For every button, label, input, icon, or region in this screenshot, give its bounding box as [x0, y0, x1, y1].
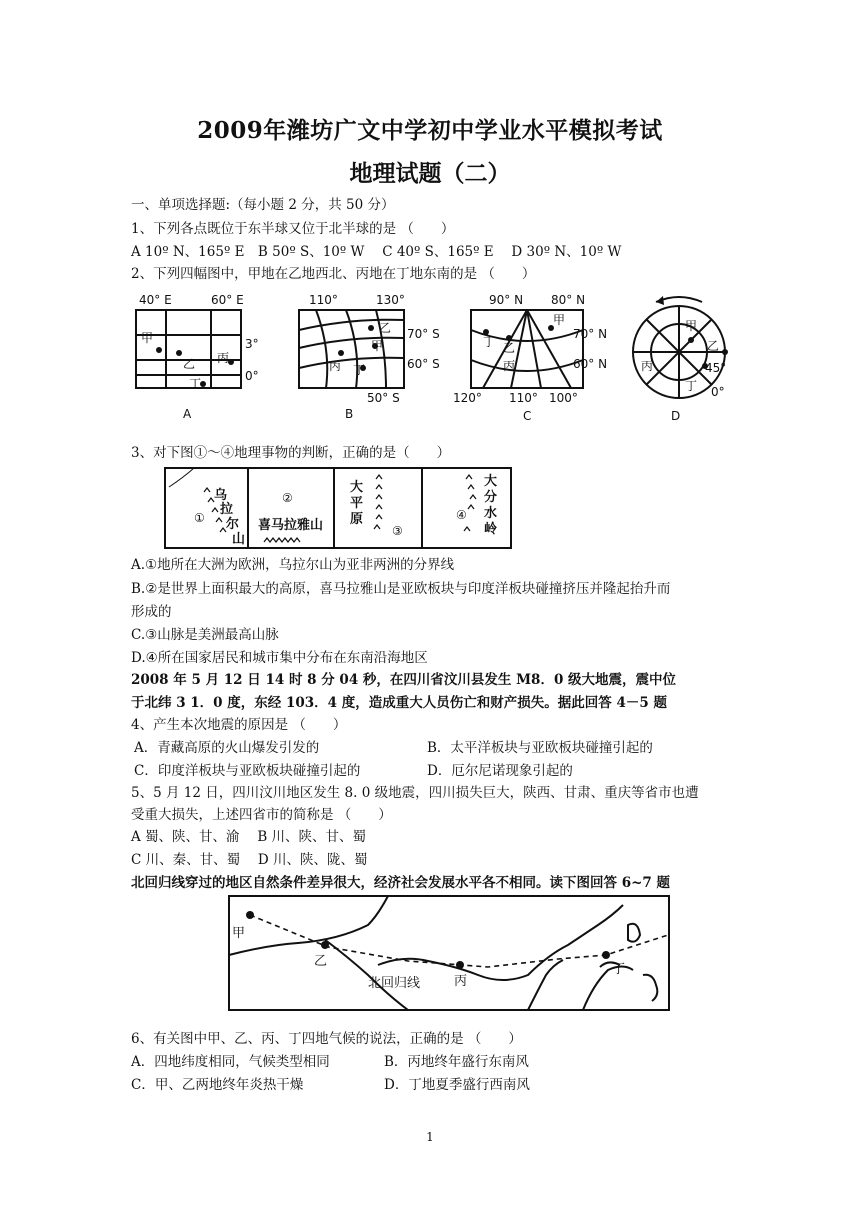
q6-option-d: D．丁地夏季盛行西南风	[384, 1077, 530, 1093]
fig-c-lat2: 60° N	[573, 357, 608, 371]
q3-figure	[164, 467, 514, 551]
fig-c-frame	[471, 310, 583, 388]
fig-d-ding: 丁	[685, 379, 698, 393]
fig-b-bing: 丙	[329, 359, 342, 373]
q6-option-a: A．四地纬度相同，气候类型相同	[131, 1054, 330, 1070]
q3-num3: ③	[392, 524, 403, 538]
fig-a-lon1: 40° E	[139, 293, 172, 307]
map-point-jia	[246, 911, 254, 919]
exam-subtitle: 地理试题（二）	[349, 160, 511, 187]
plain-3: 原	[350, 512, 364, 527]
page-number: 1	[426, 1130, 434, 1144]
point-dot	[368, 325, 374, 331]
point-dot	[688, 337, 694, 343]
q3-num1: ①	[194, 511, 205, 525]
fig-d-caption: D	[671, 409, 681, 423]
map-label-bing: 丙	[454, 974, 468, 989]
q4-option-b: B．太平洋板块与亚欧板块碰撞引起的	[427, 740, 653, 756]
map-point-ding	[602, 951, 610, 959]
point-dot	[338, 350, 344, 356]
map-label-jia: 甲	[232, 926, 246, 941]
fig-a-bing: 丙	[217, 351, 230, 365]
map-point-bing	[456, 961, 464, 969]
q3-option-a: A.①地所在大洲为欧洲，乌拉尔山为亚非两洲的分界线	[131, 557, 455, 573]
himalaya-label: 喜马拉雅山	[258, 518, 324, 533]
fig-a-lon2: 60° E	[211, 293, 244, 307]
fig-b-lon1: 110°	[309, 293, 338, 307]
q5-line2: 受重大损失，上述四省市的简称是 （ ）	[131, 807, 392, 823]
fig-d-45: 45°	[705, 361, 727, 375]
fig-c-caption: C	[523, 409, 532, 423]
q1-options: A 10º N、165º E B 50º S、10º W C 40º S、165º E D 30º N、10º W	[131, 244, 622, 260]
fig-b-lat1: 70° S	[407, 327, 440, 341]
q3-option-c: C.③山脉是美洲最高山脉	[131, 627, 279, 643]
fig-d-bing: 丙	[641, 359, 654, 373]
fig-c-bottom1: 120°	[453, 391, 482, 405]
exam-title: 2009年潍坊广文中学初中学业水平模拟考试	[197, 117, 663, 144]
q3-option-b-line1: B.②是世界上面积最大的高原，喜马拉雅山是亚欧板块与印度洋板块碰撞挤压并隆起抬升而	[131, 581, 671, 597]
plain-1: 大	[350, 480, 364, 495]
q3-num4: ④	[456, 508, 467, 522]
fig-c-bottom3: 100°	[549, 391, 578, 405]
q6-option-c: C．甲、乙两地终年炎热干燥	[131, 1077, 304, 1093]
fig-a-lat2: 0°	[245, 369, 259, 383]
fig-c-lat1: 70° N	[573, 327, 608, 341]
fig-b-ding: 丁	[353, 363, 366, 377]
ural-3: 尔	[226, 517, 240, 532]
divide-4: 岭	[484, 522, 498, 537]
tropic-map	[228, 895, 670, 1011]
point-dot	[722, 349, 728, 355]
section-heading: 一、单项选择题:（每小题 2 分，共 50 分）	[131, 197, 395, 213]
ural-4: 山	[232, 532, 246, 547]
passage1-line1: 2008 年 5 月 12 日 14 时 8 分 04 秒，在四川省汶川县发生 M8．0 级大地震，震中位	[131, 672, 677, 688]
fig-a-caption: A	[183, 407, 192, 421]
q2-stem: 2、下列四幅图中，甲地在乙地西北、丙地在丁地东南的是 （ ）	[131, 266, 536, 282]
fig-b-yi: 乙	[379, 321, 392, 335]
q3-num2: ②	[282, 491, 293, 505]
q6-stem: 6、有关图中甲、乙、丙、丁四地气候的说法，正确的是 （ ）	[131, 1031, 522, 1047]
ural-2: 拉	[220, 502, 234, 517]
passage2: 北回归线穿过的地区自然条件差异很大，经济社会发展水平各不相同。读下图回答 6~7 题	[131, 875, 670, 891]
q2-figures	[131, 290, 751, 430]
map-point-yi	[321, 941, 329, 949]
ural-1: 乌	[214, 488, 228, 503]
fig-b-caption: B	[345, 407, 354, 421]
map-label-ding: 丁	[612, 962, 626, 977]
tropic-line	[250, 915, 668, 967]
q6-option-b: B．丙地终年盛行东南风	[384, 1054, 529, 1070]
fig-a-lat1: 3°	[245, 337, 259, 351]
fig-a-yi: 乙	[183, 357, 196, 371]
point-dot	[176, 350, 182, 356]
divide-1: 大	[484, 474, 498, 489]
q4-option-d: D．厄尔尼诺现象引起的	[427, 763, 573, 779]
q5-options-row2: C 川、秦、甘、蜀 D 川、陕、陇、蜀	[131, 852, 368, 868]
fig-c-yi: 乙	[503, 341, 516, 355]
fig-c-bing: 丙	[503, 359, 516, 373]
fig-d-0: 0°	[711, 385, 725, 399]
q4-stem: 4、产生本次地震的原因是 （ ）	[131, 717, 347, 733]
q4-option-c: C．印度洋板块与亚欧板块碰撞引起的	[134, 763, 361, 779]
fig-b-lat2: 60° S	[407, 357, 440, 371]
q5-options-row1: A 蜀、陕、甘、渝 B 川、陕、甘、蜀	[131, 829, 367, 845]
fig-a-jia: 甲	[141, 331, 154, 345]
passage1-line2: 于北纬 3 1．0 度，东经 103．4 度，造成重大人员伤亡和财产损失。据此回答 4－5 题	[131, 695, 667, 711]
fig-d-jia: 甲	[685, 319, 698, 333]
fig-c-jia: 甲	[553, 313, 566, 327]
fig-c-bottom2: 110°	[509, 391, 538, 405]
fig-b-lat3: 50° S	[367, 391, 400, 405]
fig-c-lon2: 80° N	[551, 293, 586, 307]
map-label-yi: 乙	[314, 954, 328, 969]
q4-option-a: A．青藏高原的火山爆发引发的	[134, 740, 320, 756]
divide-3: 水	[484, 506, 498, 521]
fig-b-lon2: 130°	[376, 293, 405, 307]
divide-2: 分	[484, 490, 498, 505]
fig-c-ding: 丁	[483, 335, 496, 349]
coastlines	[229, 896, 657, 1010]
fig-a-ding: 丁	[189, 377, 202, 391]
map-label-tropic: 北回归线	[368, 976, 421, 991]
q3-stem: 3、对下图①～④地理事物的判断，正确的是（ ）	[131, 445, 451, 461]
q1-stem: 1、下列各点既位于东半球又位于北半球的是 （ ）	[131, 221, 455, 237]
q3-option-d: D.④所在国家居民和城市集中分布在东南沿海地区	[131, 650, 428, 666]
q5-line1: 5、5 月 12 日，四川汶川地区发生 8. 0 级地震，四川损失巨大，陕西、甘肃、重庆等省市也遭	[131, 785, 699, 801]
fig-b-jia: 甲	[371, 339, 384, 353]
plain-2: 平	[350, 496, 364, 511]
fig-d-yi: 乙	[707, 339, 720, 353]
point-dot	[156, 347, 162, 353]
fig-c-lon1: 90° N	[489, 293, 524, 307]
q3-option-b-line2: 形成的	[131, 604, 172, 620]
